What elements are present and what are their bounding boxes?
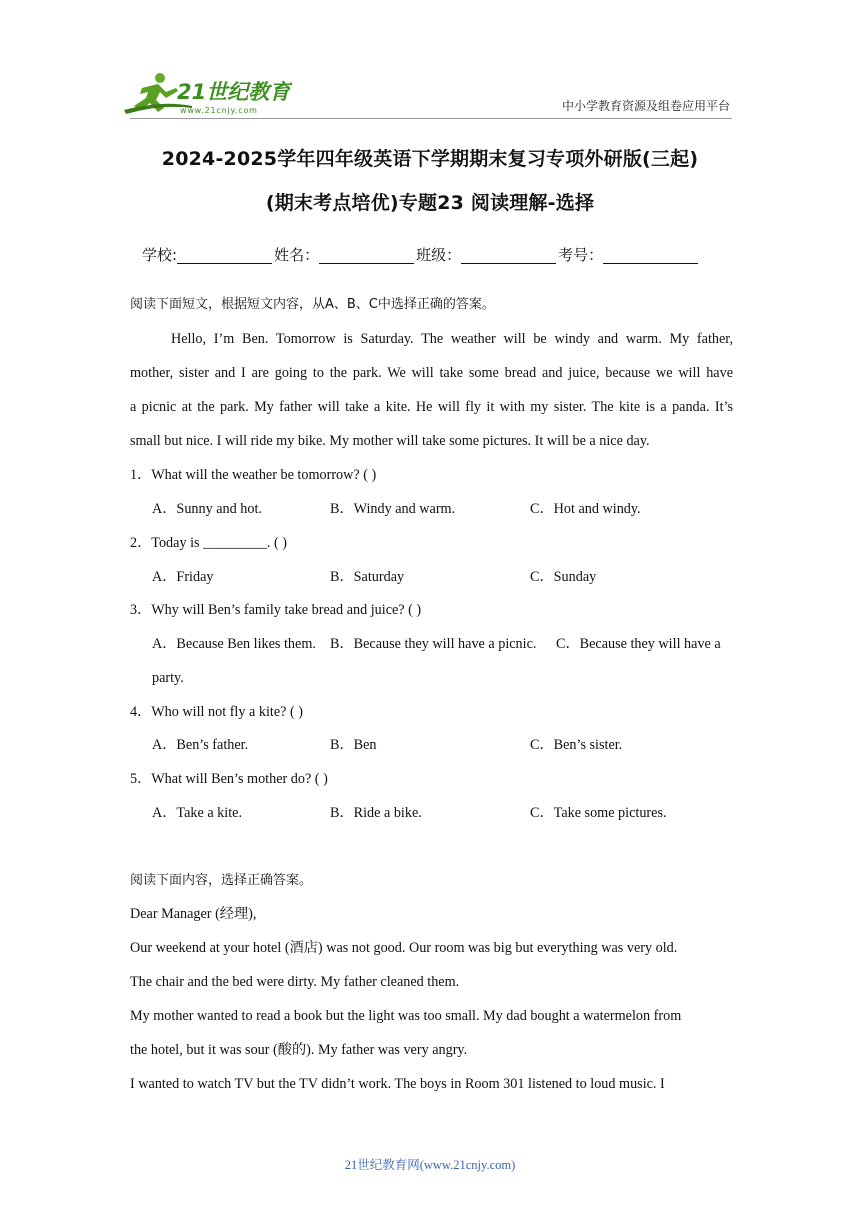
letter-line: My mother wanted to read a book but the light was too small. My dad bought a watermelon from bbox=[130, 1008, 682, 1024]
option-b[interactable]: B．Ben bbox=[330, 737, 377, 753]
option-c-continuation: party. bbox=[152, 670, 184, 686]
option-b[interactable]: B．Windy and warm. bbox=[330, 501, 456, 517]
option-c[interactable]: C．Hot and windy. bbox=[530, 501, 641, 517]
option-c[interactable]: C．Sunday bbox=[530, 569, 597, 585]
school-blank[interactable] bbox=[177, 247, 272, 264]
option-b[interactable]: B．Because they will have a picnic. bbox=[330, 636, 537, 652]
platform-label: 中小学教育资源及组卷应用平台 bbox=[561, 99, 730, 113]
student-info-row bbox=[142, 244, 700, 265]
question-stem: 5．What will Ben’s mother do? ( ) bbox=[130, 771, 328, 787]
doc-title-line1: 2024-2025学年四年级英语下学期期末复习专项外研版(三起) bbox=[161, 148, 699, 170]
logo-text: 21世纪教育 bbox=[177, 80, 291, 104]
question-stem: 1．What will the weather be tomorrow? ( ) bbox=[130, 467, 377, 483]
logo bbox=[122, 70, 292, 118]
option-c[interactable]: C．Because they will have a bbox=[556, 636, 721, 652]
option-b[interactable]: B．Saturday bbox=[330, 569, 405, 585]
section2-instruction: 阅读下面内容，选择正确答案。 bbox=[130, 873, 313, 888]
section1-instruction: 阅读下面短文，根据短文内容，从A、B、C中选择正确的答案。 bbox=[130, 297, 495, 312]
passage-line: mother, sister and I are going to the park. We will take some bread and juice, because we will have bbox=[130, 365, 733, 381]
passage-line: a picnic at the park. My father will take a kite. He will fly it with my sister. The kite is a panda. It’s bbox=[130, 399, 733, 415]
option-c[interactable]: C．Take some pictures. bbox=[530, 805, 667, 821]
option-b[interactable]: B．Ride a bike. bbox=[330, 805, 422, 821]
option-c[interactable]: C．Ben’s sister. bbox=[530, 737, 623, 753]
letter-line: the hotel, but it was sour (酸的). My father was very angry. bbox=[130, 1042, 468, 1058]
letter-line: Dear Manager (经理), bbox=[130, 906, 257, 922]
school-label: 学校: bbox=[142, 246, 178, 264]
name-label: 姓名： bbox=[274, 246, 320, 264]
option-a[interactable]: A．Because Ben likes them. bbox=[152, 636, 316, 652]
letter-line: I wanted to watch TV but the TV didn’t work. The boys in Room 301 listened to loud music. I bbox=[130, 1076, 665, 1092]
exam-number-label: 考号： bbox=[558, 246, 604, 264]
exam-number-blank[interactable] bbox=[603, 247, 698, 264]
doc-title-line2: (期末考点培优)专题23 阅读理解-选择 bbox=[265, 192, 595, 214]
option-a[interactable]: A．Friday bbox=[152, 569, 214, 585]
option-a[interactable]: A．Take a kite. bbox=[152, 805, 243, 821]
option-a[interactable]: A．Sunny and hot. bbox=[152, 501, 262, 517]
question-stem: 3．Why will Ben’s family take bread and juice? ( ) bbox=[130, 602, 422, 618]
question-stem: 4．Who will not fly a kite? ( ) bbox=[130, 704, 303, 720]
option-a[interactable]: A．Ben’s father. bbox=[152, 737, 249, 753]
logo-url: www.21cnjy.com bbox=[180, 106, 258, 115]
class-blank[interactable] bbox=[461, 247, 556, 264]
question-stem: 2．Today is _________. ( ) bbox=[130, 535, 288, 551]
letter-line: The chair and the bed were dirty. My father cleaned them. bbox=[130, 974, 460, 990]
letter-line: Our weekend at your hotel (酒店) was not good. Our room was big but everything was very old. bbox=[130, 940, 678, 956]
passage-line: small but nice. I will ride my bike. My mother will take some pictures. It will be a nice day. bbox=[130, 433, 650, 449]
header-divider bbox=[130, 118, 732, 119]
footer-link[interactable]: 21世纪教育网(www.21cnjy.com) bbox=[344, 1158, 516, 1172]
class-label: 班级： bbox=[416, 246, 462, 264]
name-blank[interactable] bbox=[319, 247, 414, 264]
passage-line: Hello, I’m Ben. Tomorrow is Saturday. The weather will be windy and warm. My father, bbox=[171, 331, 733, 347]
